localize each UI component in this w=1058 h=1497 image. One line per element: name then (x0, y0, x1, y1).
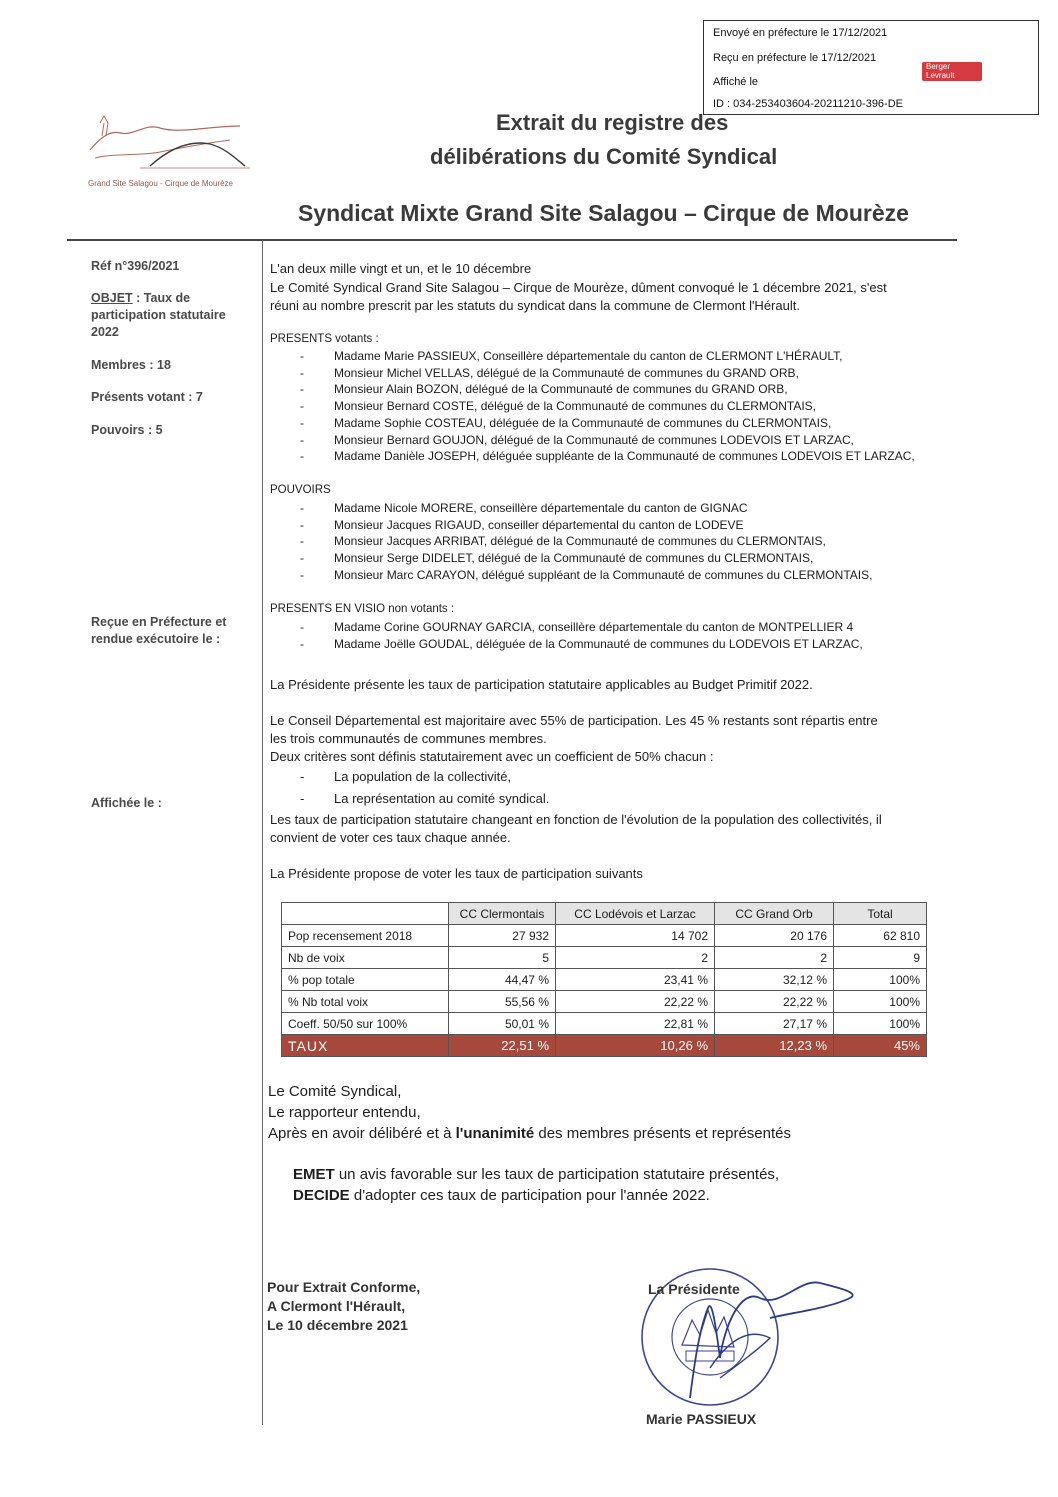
list-item: Madame Joëlle GOUDAL, déléguée de la Communauté de communes du LODEVOIS ET LARZAC, (334, 636, 863, 651)
table-cell: 100% (834, 1013, 927, 1035)
list-item: Monsieur Bernard COSTE, délégué de la Communauté de communes du CLERMONTAIS, (334, 399, 816, 414)
table-cell: 55,56 % (449, 991, 556, 1013)
table-cell: % pop totale (282, 969, 449, 991)
table-cell: 20 176 (715, 925, 834, 947)
berger-levrault-logo: Berger Levrault (922, 62, 982, 81)
taux-cell: 45% (834, 1035, 927, 1057)
list-item: Madame Marie PASSIEUX, Conseillère départementale du canton de CLERMONT L'HÉRAULT, (334, 349, 843, 363)
decide-keyword: DECIDE (293, 1187, 350, 1204)
list-item: Monsieur Jacques ARRIBAT, délégué de la Communauté de communes du CLERMONTAIS, (334, 534, 826, 549)
decision-line3: Après en avoir délibéré et à l'unanimité des membres présents et représentés (268, 1125, 791, 1142)
table-cell: Pop recensement 2018 (282, 925, 449, 947)
list-item: Monsieur Marc CARAYON, délégué suppléant de la Communauté de communes du CLERMONTAIS, (334, 567, 873, 582)
table-row (282, 969, 927, 991)
criteria-intro: Deux critères sont définis statutairement avec un coefficient de 50% chacun : (270, 749, 714, 764)
conform-line1: Pour Extrait Conforme, (267, 1279, 421, 1295)
table-cell: 27,17 % (715, 1013, 834, 1035)
proxies-count: Pouvoirs : 5 (91, 423, 163, 437)
table-cell: % Nb total voix (282, 991, 449, 1013)
list-item: Madame Nicole MORERE, conseillère départementale du canton de GIGNAC (334, 501, 748, 515)
participation-rates-table (281, 902, 927, 1057)
table-cell: 100% (834, 991, 927, 1013)
list-item: Monsieur Serge DIDELET, délégué de la Communauté de communes du CLERMONTAIS, (334, 551, 814, 566)
list-item: Madame Sophie COSTEAU, déléguée de la Communauté de communes du CLERMONTAIS, (334, 415, 832, 430)
table-row (282, 1013, 927, 1035)
table-cell: 50,01 % (449, 1013, 556, 1035)
posted-label: Affichée le : (91, 796, 162, 810)
objet-block (91, 290, 251, 341)
table-row (282, 991, 927, 1013)
president-title: La Présidente (648, 1281, 740, 1297)
intro-line2: Le Comité Syndical Grand Site Salagou – Cirque de Mourèze, dûment convoqué le 1 décembre 2021, s'est (270, 280, 887, 295)
decision-line1: Le Comité Syndical, (268, 1083, 402, 1100)
intro-line3: réuni au nombre prescrit par les statuts du syndicat dans la commune de Clermont l'Hérault. (270, 298, 800, 313)
table-cell: Coeff. 50/50 sur 100% (282, 1013, 449, 1035)
taux-cell: 22,51 % (449, 1035, 556, 1057)
list-item: Monsieur Bernard GOUJON, délégué de la Communauté de communes LODEVOIS ET LARZAC, (334, 432, 855, 447)
list-item: Madame Corine GOURNAY GARCIA, conseillère départementale du canton de MONTPELLIER 4 (334, 620, 854, 634)
list-item: Monsieur Michel VELLAS, délégué de la Communauté de communes du GRAND ORB, (334, 365, 799, 380)
table-cell: 22,81 % (556, 1013, 715, 1035)
reference-number: Réf n°396/2021 (91, 259, 180, 273)
taux-row (282, 1035, 927, 1057)
criteria-item: La population de la collectivité, (334, 769, 512, 784)
stamp-sent: Envoyé en préfecture le 17/12/2021 (713, 27, 888, 39)
presentation-paragraph: La Présidente présente les taux de participation statutaire applicables au Budget Primitif 2022. (270, 677, 813, 692)
decide-line: DECIDE d'adopter ces taux de participation pour l'année 2022. (293, 1187, 710, 1204)
stamp-id: ID : 034-253403604-20211210-396-DE (713, 98, 903, 110)
majority-line1: Le Conseil Départemental est majoritaire avec 55% de participation. Les 45 % restants sont répartis entre (270, 713, 878, 728)
logo-caption: Grand Site Salagou - Cirque de Mourèze (88, 179, 233, 188)
table-header-cell: CC Clermontais (449, 903, 556, 925)
table-cell: 22,22 % (556, 991, 715, 1013)
table-cell: 100% (834, 969, 927, 991)
unanimity-text: l'unanimité (455, 1125, 535, 1142)
table-cell: 14 702 (556, 925, 715, 947)
table-header-cell: Total (834, 903, 927, 925)
stamp-received: Reçu en préfecture le 17/12/2021 (713, 52, 877, 64)
stamp-posted: Affiché le (713, 76, 759, 88)
table-cell: 22,22 % (715, 991, 834, 1013)
table-cell: 23,41 % (556, 969, 715, 991)
document-title-line1: Extrait du registre des (496, 110, 729, 135)
table-row (282, 947, 927, 969)
table-cell: Nb de voix (282, 947, 449, 969)
table-cell: 32,12 % (715, 969, 834, 991)
pouvoirs-heading: POUVOIRS (270, 484, 331, 496)
list-dash: - (300, 349, 304, 363)
list-dash: - (300, 769, 305, 784)
table-header-row (282, 903, 927, 925)
table-cell: 5 (449, 947, 556, 969)
taux-cell: 12,23 % (715, 1035, 834, 1057)
criteria-item: La représentation au comité syndical. (334, 791, 550, 806)
table-cell: 9 (834, 947, 927, 969)
proposal-paragraph: La Présidente propose de voter les taux de participation suivants (270, 866, 643, 881)
list-item: Monsieur Alain BOZON, délégué de la Communauté de communes du GRAND ORB, (334, 382, 788, 397)
table-cell: 44,47 % (449, 969, 556, 991)
prefecture-stamp (703, 20, 1039, 115)
objet-label: OBJET (91, 291, 133, 305)
president-name: Marie PASSIEUX (646, 1411, 757, 1427)
organization-title: Syndicat Mixte Grand Site Salagou – Cirque de Mourèze (298, 200, 909, 226)
majority-line2: les trois communautés de communes membres. (270, 731, 547, 746)
table-cell: 62 810 (834, 925, 927, 947)
sidebar-divider (262, 240, 263, 1425)
list-dash: - (300, 791, 305, 806)
table-header-cell (282, 903, 449, 925)
presents-heading: PRESENTS votants : (270, 333, 379, 345)
visio-heading: PRESENTS EN VISIO non votants : (270, 603, 455, 615)
evolution-line2: convient de voter ces taux chaque année. (270, 830, 511, 845)
table-cell: 2 (556, 947, 715, 969)
taux-label: TAUX (282, 1035, 449, 1057)
conform-line3: Le 10 décembre 2021 (267, 1317, 408, 1333)
decision-line2: Le rapporteur entendu, (268, 1104, 421, 1121)
emet-line: EMET un avis favorable sur les taux de participation statutaire présentés, (293, 1166, 780, 1183)
intro-line1: L'an deux mille vingt et un, et le 10 décembre (270, 261, 532, 276)
list-item: Monsieur Jacques RIGAUD, conseiller départemental du canton de LODEVE (334, 517, 744, 532)
taux-cell: 10,26 % (556, 1035, 715, 1057)
members-count: Membres : 18 (91, 358, 171, 372)
emet-keyword: EMET (293, 1166, 335, 1183)
table-header-cell: CC Lodévois et Larzac (556, 903, 715, 925)
table-cell: 2 (715, 947, 834, 969)
prefecture-receipt: Reçue en Préfecture et rendue exécutoire le : (91, 615, 227, 646)
conform-line2: A Clermont l'Hérault, (267, 1298, 406, 1314)
table-cell: 27 932 (449, 925, 556, 947)
table-row (282, 925, 927, 947)
header-divider (67, 239, 957, 241)
present-voters-count: Présents votant : 7 (91, 390, 203, 404)
list-item: Madame Danièle JOSEPH, déléguée suppléante de la Communauté de communes LODEVOIS ET LARZAC, (334, 449, 915, 464)
objet-text: : Taux de participation statutaire 2022 (91, 291, 226, 339)
document-title-line2: délibérations du Comité Syndical (430, 144, 778, 169)
evolution-line1: Les taux de participation statutaire changeant en fonction de l'évolution de la population des collectivités, il (270, 812, 882, 827)
table-header-cell: CC Grand Orb (715, 903, 834, 925)
